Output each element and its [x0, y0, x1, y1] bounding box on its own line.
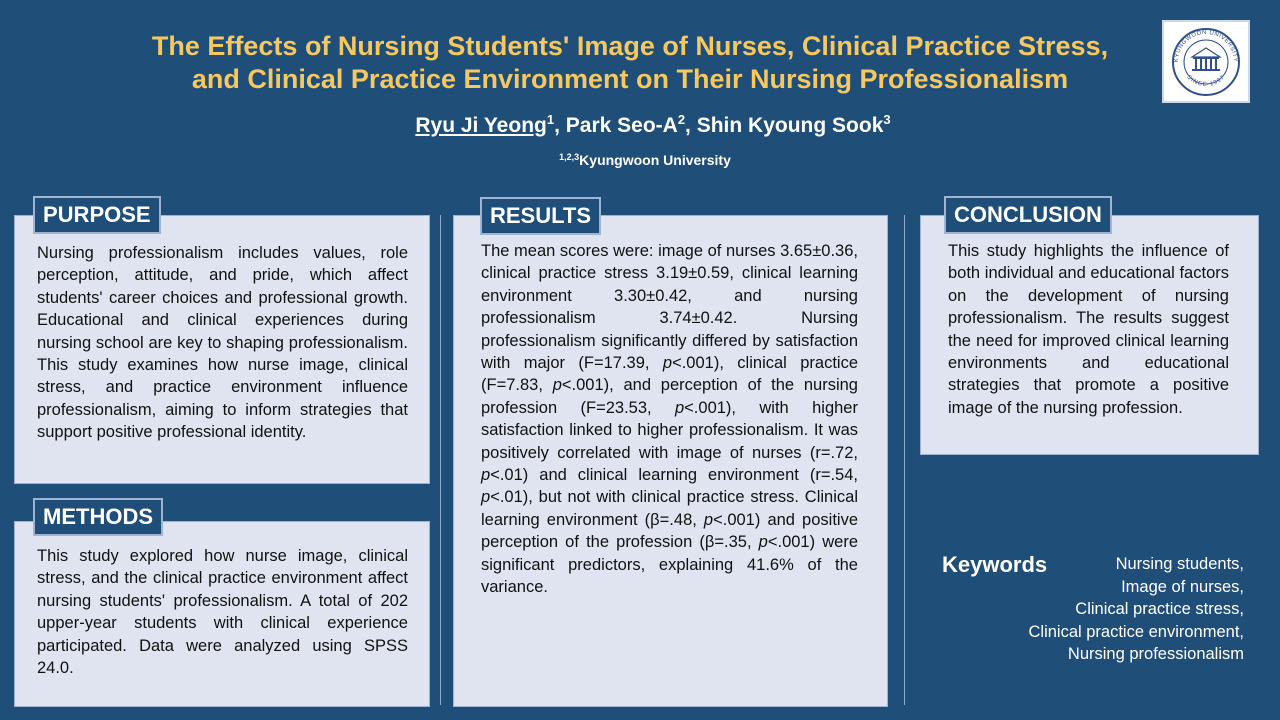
results-panel [453, 215, 888, 707]
p-value-symbol: p [758, 533, 768, 552]
author-name-1: Ryu Ji Yeong [415, 114, 547, 137]
results-text-segment: <.01), but not with clinical practice stress. Clinical learning environment (β=.48, [481, 488, 858, 529]
results-text-segment: <.001), with higher satisfaction linked to higher professionalism. It was positively correlated with image of nurses (r=.72, [481, 398, 858, 462]
keywords-label: Keywords [942, 552, 1048, 577]
column-divider-left [440, 215, 441, 705]
results-text-segment: <.001) were significant predictors, explaining 41.6% of the variance. [481, 533, 858, 597]
methods-heading: METHODS [33, 498, 163, 536]
results-heading: RESULTS [480, 197, 601, 235]
author-name-2: Park Seo-A [565, 114, 678, 137]
column-divider-right [904, 215, 905, 705]
p-value-symbol: p [703, 510, 714, 529]
logo-text-bottom: SINCE 1997 [1185, 74, 1227, 89]
university-seal-icon [1166, 24, 1246, 99]
author-sup-1: 1 [546, 112, 555, 127]
keyword-item: Nursing students, [1115, 555, 1244, 573]
p-value-symbol: p [674, 398, 685, 417]
results-text-segment: <.001), and perception of the nursing profession (F=23.53, [481, 376, 858, 417]
methods-body: This study explored how nurse image, clinical stress, and the clinical practice environment affect nursing students' professionalism. A total of 202 upper-year students with clinical experience participated. Data were analyzed using SPSS 24.0. [37, 547, 408, 678]
p-value-symbol: p [552, 376, 562, 395]
methods-panel [14, 521, 430, 707]
author-sep-1: , [554, 114, 566, 137]
p-value-symbol: p [481, 488, 491, 507]
conclusion-body: This study highlights the influence of both individual and educational factors on the development of nursing professionalism. The results suggest the need for improved clinical learning environments and educational strategies that promote a positive image of the nursing profession. [948, 242, 1229, 417]
affiliation [0, 152, 1280, 168]
university-logo [1162, 20, 1250, 103]
results-text-segment: <.001), clinical practice (F=7.83, [481, 354, 858, 395]
conclusion-heading: CONCLUSION [944, 196, 1112, 234]
results-text-segment: <.01) and clinical learning environment (r=.54, [490, 466, 858, 485]
p-value-symbol: p [662, 354, 673, 373]
poster-title-line-1: The Effects of Nursing Students' Image of Nurses, Clinical Practice Stress, [151, 31, 1109, 61]
author-sep-2: , [685, 114, 697, 137]
conclusion-panel [920, 215, 1259, 455]
keyword-item: Image of nurses, [1121, 577, 1244, 596]
p-value-symbol: p [481, 466, 491, 485]
author-sup-2: 2 [677, 112, 686, 127]
logo-text-top: KYUNGWOON UNIVERSITY [1173, 29, 1239, 63]
purpose-body: Nursing professionalism includes values, role perception, attitude, and pride, which affect students' career choices and professional growth. Educational and clinical experiences during nursing school are key to shaping professionalism. This study examines how nurse image, clinical stress, and practice environment influence professionalism, aiming to inform strategies that support positive professional identity. [37, 244, 408, 442]
affiliation-name: Kyungwoon University [579, 152, 731, 168]
poster-title-line-2: and Clinical Practice Environment on Their Nursing Professionalism [191, 64, 1069, 94]
results-text-segment: <.001) and positive perception of the profession (β=.35, [481, 510, 859, 552]
results-text-segment: The mean scores were: image of nurses 3.65±0.36, clinical practice stress 3.19±0.59, clinical learning environment 3.30±0.42, and nursing professionalism 3.74±0.42. Nursing professionalism significantly differed by satisfaction with major (F=17.39, [481, 242, 858, 373]
purpose-panel [14, 215, 430, 484]
keyword-item: Clinical practice stress, [1075, 600, 1244, 618]
author-sup-3: 3 [883, 112, 891, 127]
author-list [0, 114, 1280, 138]
affiliation-sup: 1,2,3 [559, 152, 580, 162]
poster-title [40, 30, 1220, 96]
keyword-item: Clinical practice environment, [1028, 622, 1244, 641]
author-name-3: Shin Kyoung Sook [696, 114, 884, 137]
purpose-heading: PURPOSE [33, 196, 161, 234]
keywords-list [980, 553, 1244, 666]
svg-text:SINCE 1997 [1185, 74, 1226, 88]
results-body [481, 240, 858, 599]
keyword-item: Nursing professionalism [1067, 645, 1244, 663]
